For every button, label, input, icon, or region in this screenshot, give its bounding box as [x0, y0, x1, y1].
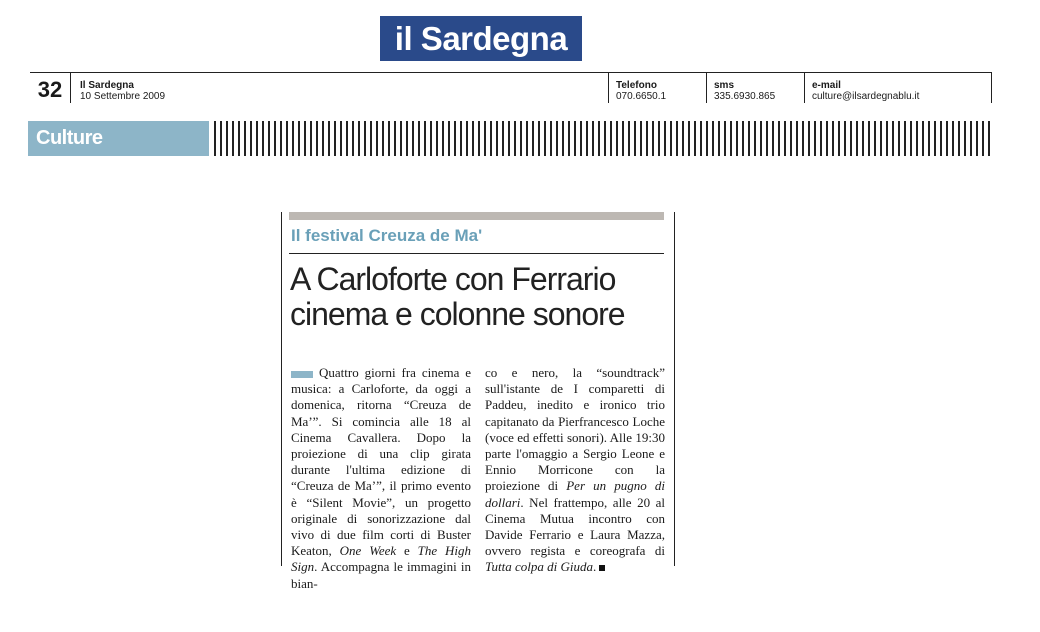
film-title-giuda: Tutta colpa di Giuda [485, 559, 593, 575]
headline-line-2: cinema e colonne sonore [290, 296, 625, 332]
headline-line-1: A Carloforte con Ferrario [290, 261, 616, 297]
phone-value: 070.6650.1 [616, 91, 667, 102]
end-mark-icon [599, 565, 605, 571]
col2-end: . [592, 559, 597, 575]
article [281, 212, 675, 591]
article-column-2 [485, 365, 665, 576]
film-title-pugno: Per un pugno di dollari [485, 478, 665, 510]
email-value: culture@ilsardegnablu.it [812, 91, 920, 102]
lead-square-icon [291, 371, 313, 378]
paper-info [80, 80, 165, 102]
col2-body: co e nero, la “soundtrack” sull'istante de I comparetti di Paddeu, inedito e ironico trio capitanato da Pierfrancesco Loche (voce ed effetti sonori). Alle 19:30 parte l'omaggio a Sergio Leone e Ennio Morricone con la proiezione di [485, 365, 665, 494]
article-column-1 [291, 365, 471, 592]
article-top-bar [289, 212, 664, 220]
film-title-high-sign: The High Sign [291, 543, 472, 575]
col2-mid: . Nel frattempo, alle 20 al Cinema Mutua incontro con Davide Ferrario e Laura Mazza, ovvero regista e coreografa di [485, 494, 665, 559]
col1-and: e [404, 543, 410, 559]
phone-label: Telefono [616, 80, 657, 91]
email-label: e-mail [812, 80, 841, 91]
page-number: 32 [30, 73, 71, 103]
email-contact [804, 73, 992, 103]
sms-label: sms [714, 80, 735, 91]
sms-value: 335.6930.865 [714, 91, 776, 102]
film-title-one-week: One Week [339, 543, 397, 559]
issue-date: 10 Settembre 2009 [80, 91, 166, 102]
kicker-rule [289, 253, 664, 254]
section-stripes [214, 121, 992, 156]
paper-name: Il Sardegna [80, 80, 134, 91]
article-kicker: Il festival Creuza de Ma' [291, 226, 483, 245]
section-title: Culture [28, 121, 209, 156]
article-headline [290, 262, 670, 332]
newspaper-logo: il Sardegna [380, 16, 582, 61]
header-info-bar [30, 72, 992, 103]
sms-contact [706, 73, 804, 103]
col1-body: Quattro giorni fra cinema e musica: a Carloforte, da oggi a domenica, ritorna “Creuza de Ma’”. Si comincia alle 18 al Cinema Cavallera. Dopo la proiezione di una clip girata durante l'ultima edizione di “Creuza de Ma’”, il primo evento è “Silent Movie”, un progetto originale di sonorizzazione dal vivo di due film corti di Buster Keaton, [291, 365, 471, 559]
phone-contact [608, 73, 706, 103]
col1-tail: . Accompagna le immagini in bian- [291, 559, 471, 591]
